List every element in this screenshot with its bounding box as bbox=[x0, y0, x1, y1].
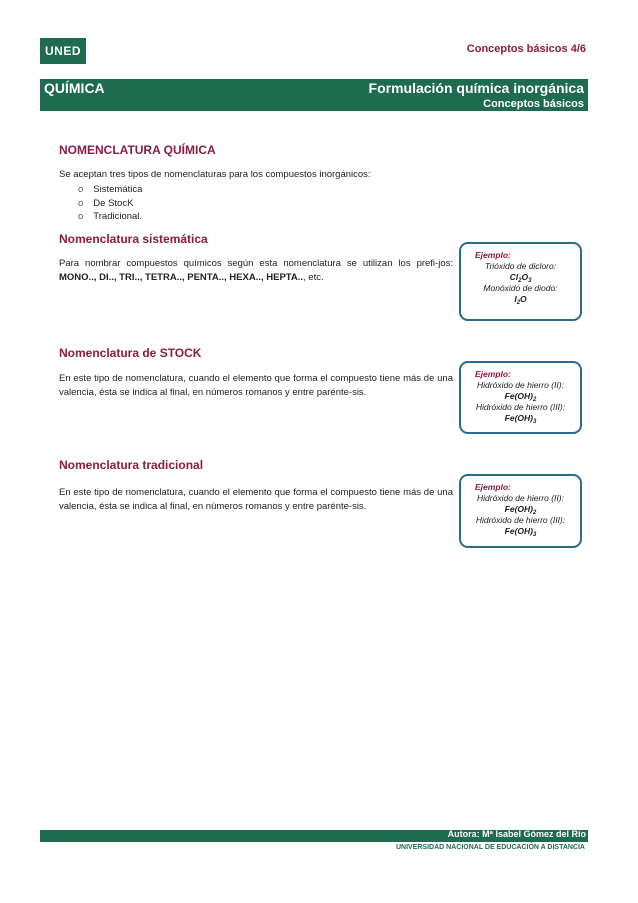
topic-title: Formulación química inorgánica bbox=[368, 80, 584, 96]
example-formula: $Fe(OH)_3$ bbox=[504, 413, 537, 425]
example-name: Hidróxido de hierro (II): bbox=[477, 380, 564, 390]
example-formula: $Fe(OH)_2$ bbox=[504, 391, 537, 403]
example-formula: $Fe(OH)_2$ bbox=[504, 504, 537, 516]
section-heading: Nomenclatura de STOCK bbox=[59, 346, 202, 360]
list-item bbox=[78, 197, 142, 211]
bullet-icon: o bbox=[78, 211, 84, 222]
types-list bbox=[78, 183, 142, 224]
section-text: En este tipo de nomenclatura, cuando el elemento que forma el compuesto tiene más de una valencia, ésta se indica al final, en números romanos y entre parénte-sis. bbox=[59, 487, 453, 512]
section-text: En este tipo de nomenclatura, cuando el elemento que forma el compuesto tiene más de una valencia, ésta se indica al final, en números romanos y entre parénte-sis. bbox=[59, 373, 453, 398]
subject-title: QUÍMICA bbox=[44, 80, 105, 96]
section-heading: Nomenclatura sistemática bbox=[59, 232, 208, 246]
bullet-icon: o bbox=[78, 184, 84, 195]
example-formula: $Cl_2O_3$ bbox=[509, 272, 532, 284]
example-box bbox=[459, 242, 582, 321]
list-item-label: Tradicional. bbox=[93, 211, 143, 222]
bullet-icon: o bbox=[78, 197, 84, 209]
list-item bbox=[78, 183, 142, 197]
intro-text: Se aceptan tres tipos de nomenclaturas para los compuestos inorgánicos: bbox=[59, 169, 371, 180]
example-label: Ejemplo: bbox=[475, 250, 511, 260]
uned-logo: UNED bbox=[40, 38, 86, 64]
section-heading: Nomenclatura tradicional bbox=[59, 458, 204, 472]
page-counter: Conceptos básicos 4/6 bbox=[466, 43, 586, 55]
section-text: Para nombrar compuestos químicos según esta nomenclatura se utilizan los prefi-jos: MONO.., DI.., TRI.., TETRA.., PENTA.., HEXA.., HEPTA.., etc. bbox=[59, 258, 453, 283]
example-name: Hidróxido de hierro (III): bbox=[475, 515, 566, 525]
author-credit: Autora: Mª Isabel Gómez del Río bbox=[447, 829, 586, 839]
page-title: NOMENCLATURA QUÍMICA bbox=[59, 143, 216, 157]
example-name: Monóxido de diodo: bbox=[483, 283, 558, 293]
subtopic-title: Conceptos básicos bbox=[483, 98, 584, 110]
list-item-label: Sistemática bbox=[93, 184, 143, 195]
example-box bbox=[459, 361, 582, 434]
list-item-label: De StocK bbox=[93, 197, 134, 209]
list-item bbox=[78, 210, 142, 224]
example-formula: $I_2O$ bbox=[514, 294, 527, 306]
example-label: Ejemplo: bbox=[475, 482, 511, 492]
example-name: Hidróxido de hierro (III): bbox=[475, 402, 566, 412]
example-name: Trióxido de dicloro: bbox=[484, 261, 557, 271]
example-label: Ejemplo: bbox=[475, 369, 511, 379]
example-formula: $Fe(OH)_3$ bbox=[504, 526, 537, 538]
example-name: Hidróxido de hierro (II): bbox=[477, 493, 564, 503]
example-box bbox=[459, 474, 582, 548]
university-name: UNIVERSIDAD NACIONAL DE EDUCACIÓN A DISTANCIA bbox=[395, 844, 585, 851]
